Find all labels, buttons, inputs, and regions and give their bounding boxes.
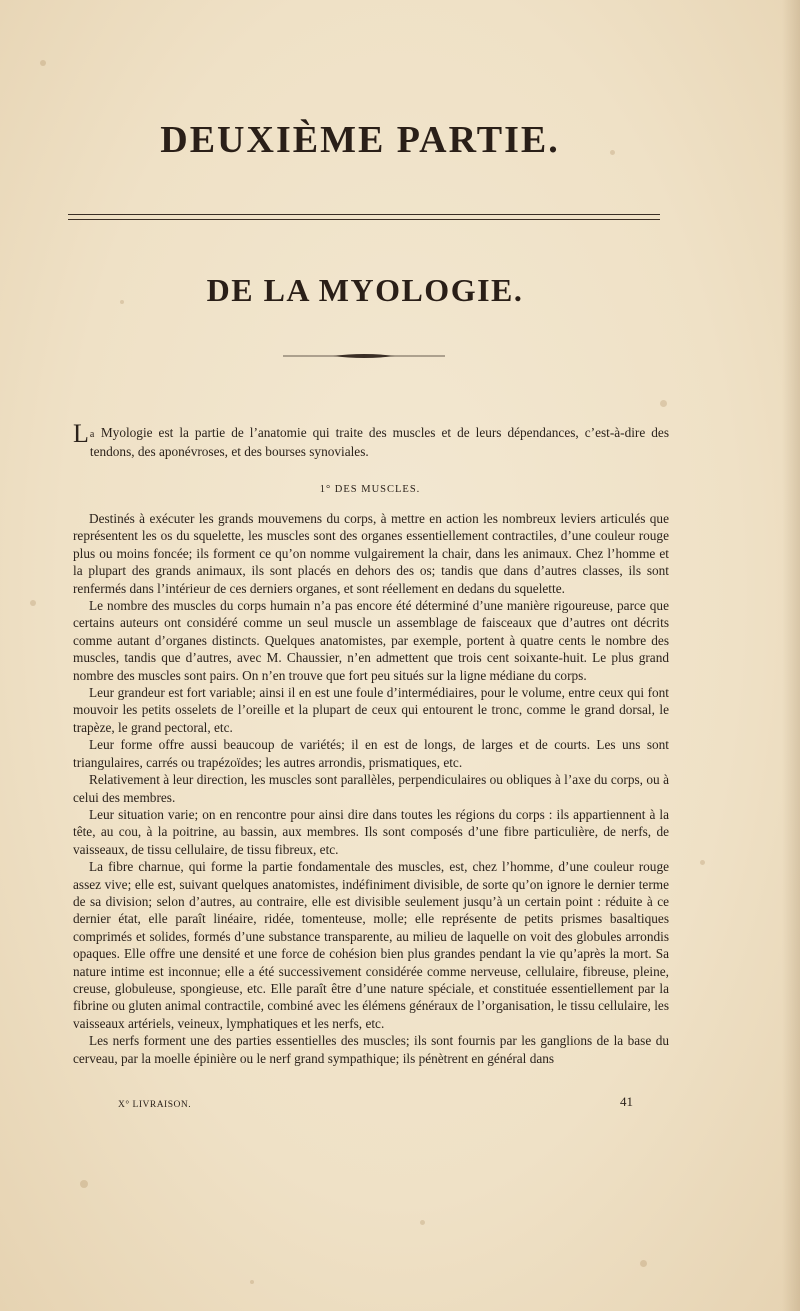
foxing-spot	[700, 860, 705, 865]
dropcap-rest: a	[89, 429, 95, 440]
ornamental-rule	[283, 352, 445, 360]
page-subtitle: DE LA MYOLOGIE.	[206, 272, 524, 308]
page-number: 41	[620, 1094, 633, 1109]
section-heading: 1° DES MUSCLES.	[319, 484, 421, 495]
paragraph: Leur forme offre aussi beaucoup de variétés; il en est de longs, de larges et de courts. Les uns sont triangulaires, carrés ou trapézoïdes; les autres arrondis, prismatiques, etc.	[73, 737, 669, 770]
foxing-spot	[420, 1220, 425, 1225]
foxing-spot	[40, 60, 46, 66]
paragraph: Le nombre des muscles du corps humain n’a pas encore été déterminé d’une manière rigoureuse, parce que certains auteurs ont considéré comme un seul muscle un assemblage de faisceaux que d’autres ont décrits comme autant d’organes distincts. Quelques anatomistes, par exemple, portent à quatre cents le nombre des muscles, tandis que d’autres, avec M. Chaussier, n’en admettent que trois cent soixante-huit. Le plus grand nombre des muscles sont pairs. On n’en trouve que fort peu situés sur la ligne médiane du corps.	[73, 598, 669, 683]
title-rule	[68, 214, 660, 215]
intro-text: Myologie est la partie de l’anatomie qui traite des muscles et de leurs dépendances, c’est-à-dire des tendons, des aponévroses, et des bourses synoviales.	[89, 425, 669, 460]
title-rule-thin	[68, 219, 660, 220]
foxing-spot	[660, 400, 667, 407]
foxing-spot	[640, 1260, 647, 1267]
paragraph: Les nerfs forment une des parties essentielles des muscles; ils sont fournis par les ganglions de la base du cerveau, par la moelle épinière ou le nerf grand sympathique; ils pénètrent en général dans	[73, 1033, 669, 1066]
body-text	[73, 510, 669, 1067]
paragraph: Leur grandeur est fort variable; ainsi il en est une foule d’intermédiaires, pour le volume, entre ceux qui font mouvoir les petits osselets de l’oreille et la plupart de ceux qui entourent le tronc, comme le grand dorsal, le trapèze, le grand pectoral, etc.	[73, 685, 669, 735]
foxing-spot	[250, 1280, 254, 1284]
paragraph: Destinés à exécuter les grands mouvemens du corps, à mettre en action les nombreux leviers articulés que représentent les os du squelette, les muscles sont des organes essentiellement contractiles, d’une couleur rouge plus ou moins foncée; ils forment ce qu’on nomme vulgairement la chair, dans les animaux. Chez l’homme et la plupart des grands animaux, ils sont placés en dehors des os; tandis que dans d’autres classes, ils sont renfermés dans l’intérieur de ces derniers organes, et sont réellement en dedans du squelette.	[73, 511, 669, 596]
page-title: DEUXIÈME PARTIE.	[160, 119, 560, 161]
paragraph: Relativement à leur direction, les muscles sont parallèles, perpendiculaires ou obliques à l’axe du corps, ou à celui des membres.	[73, 772, 669, 805]
footer-livraison: X° LIVRAISON.	[118, 1100, 192, 1110]
page-fold-shadow	[782, 0, 800, 1311]
dropcap-letter: L	[73, 419, 89, 448]
intro-paragraph	[73, 419, 669, 461]
paragraph: La fibre charnue, qui forme la partie fondamentale des muscles, est, chez l’homme, d’une couleur rouge assez vive; elle est, suivant quelques anatomistes, indéfiniment divisible, de sorte qu’on ignore le dernier terme de sa division; selon d’autres, au contraire, elle est divisible seulement jusqu’à un certain point : réduite à ce dernier état, elle paraît linéaire, ridée, tomenteuse, molle; elle représente de petits prismes basaltiques comprimés et solides, formés d’une substance transparente, au milieu de laquelle on voit des globules arrondis opaques. Elle offre une densité et une force de cohésion bien plus grandes pendant la vie qu’après la mort. Sa nature intime est inconnue; elle a été successivement considérée comme nerveuse, cellulaire, fibreuse, pleine, creuse, globuleuse, spongieuse, etc. Elle paraît être d’une nature spéciale, et constituée essentiellement par la fibrine ou gluten animal contractile, combiné avec les élémens généraux de l’organisation, le tissu cellulaire, les vaisseaux artériels, veineux, lymphatiques et les nerfs, etc.	[73, 859, 669, 1031]
foxing-spot	[80, 1180, 88, 1188]
paragraph: Leur situation varie; on en rencontre pour ainsi dire dans toutes les régions du corps : ils appartiennent à la tête, au cou, à la poitrine, au bassin, aux membres. Ils sont composés d’une fibre particulière, de nerfs, de vaisseaux, de tissu cellulaire, de tissu fibreux, etc.	[73, 806, 669, 857]
foxing-spot	[30, 600, 36, 606]
